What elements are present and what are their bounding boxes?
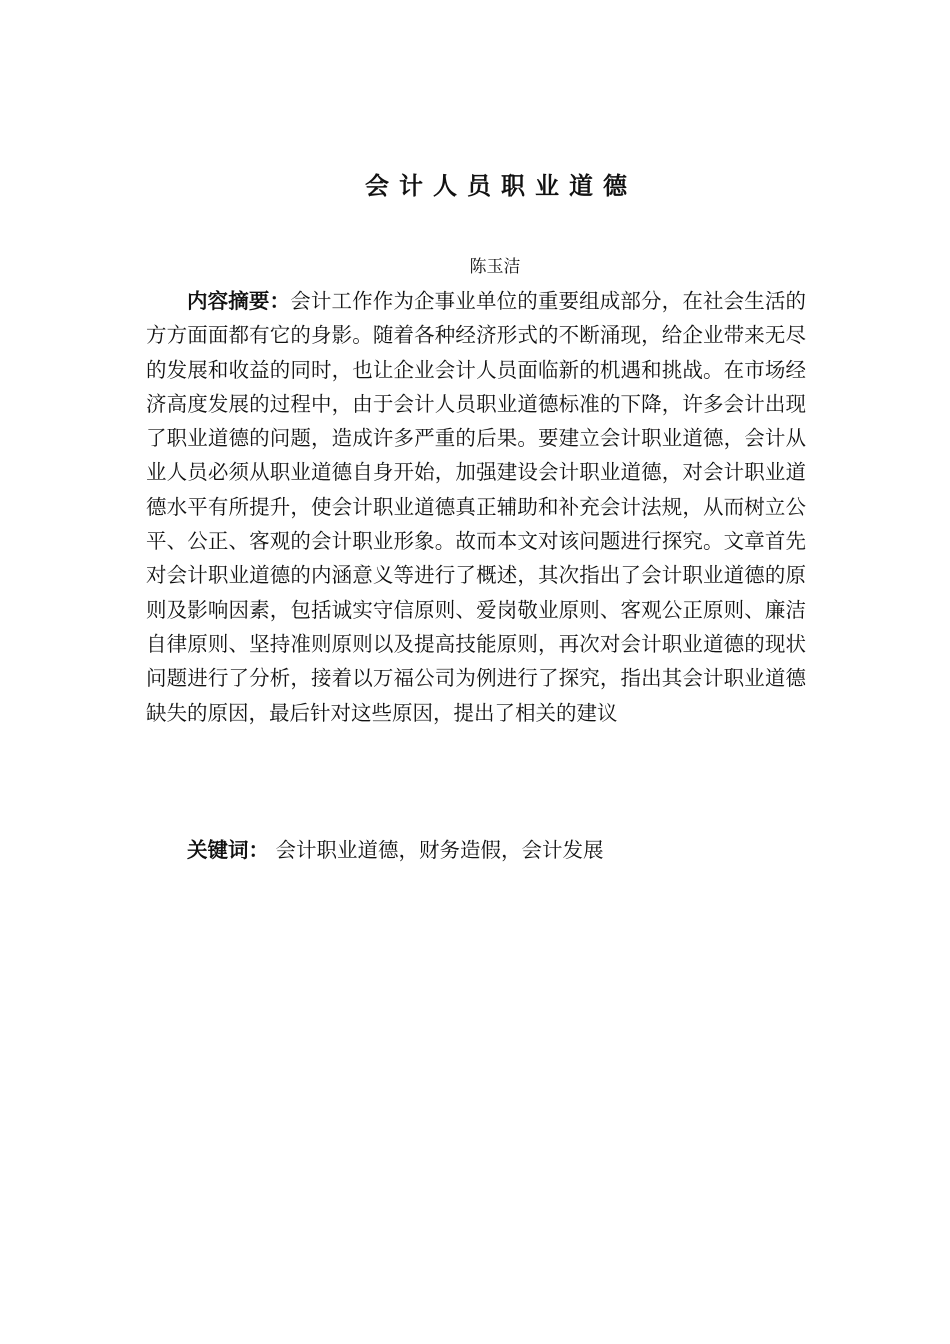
author-name: 陈玉洁: [469, 257, 521, 277]
keywords-text: 会计职业道德，财务造假，会计发展: [269, 838, 604, 862]
abstract-paragraph: [146, 284, 806, 730]
keywords-paragraph: [146, 832, 806, 868]
keywords-label: 关键词：: [187, 838, 269, 862]
abstract-text: 会计工作作为企事业单位的重要组成部分，在社会生活的方方面面都有它的身影。随着各种经济形式的不断涌现，给企业带来无尽的发展和收益的同时，也让企业会计人员面临新的机遇和挑战。在市场经济高度发展的过程中，由于会计人员职业道德标准的下降，许多会计出现了职业道德的问题，造成许多严重的后果。要建立会计职业道德，会计从业人员必须从职业道德自身开始，加强建设会计职业道德，对会计职业道德水平有所提升，使会计职业道德真正辅助和补充会计法规，从而树立公平、公正、客观的会计职业形象。故而本文对该问题进行探究。文章首先对会计职业道德的内涵意义等进行了概述，其次指出了会计职业道德的原则及影响因素，包括诚实守信原则、爱岗敬业原则、客观公正原则、廉洁自律原则、坚持准则原则以及提高技能原则，再次对会计职业道德的现状问题进行了分析，接着以万福公司为例进行了探究，指出其会计职业道德缺失的原因，最后针对这些原因，提出了相关的建议: [146, 289, 807, 725]
document-title: 会计人员职业道德: [365, 172, 637, 200]
abstract-label: 内容摘要：: [187, 289, 291, 313]
